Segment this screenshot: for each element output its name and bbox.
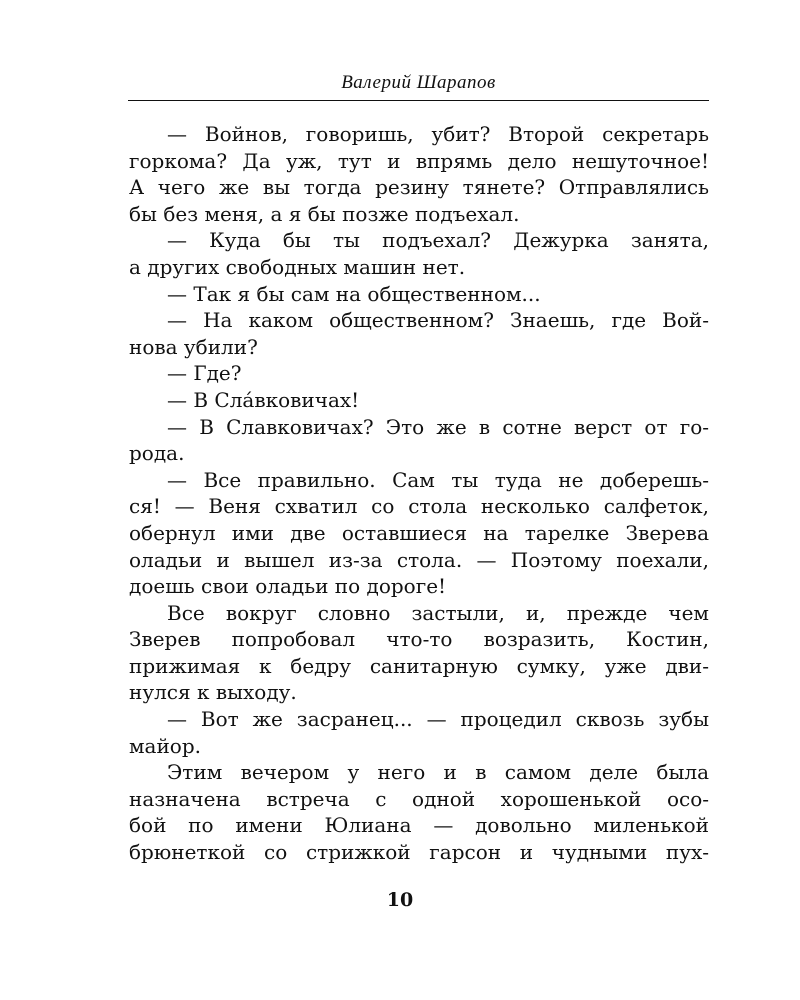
text-line: — Все правильно. Сам ты туда не доберешь- xyxy=(167,467,709,492)
text-line: назначена встреча с одной хорошенькой осо- xyxy=(129,786,709,811)
text-line: доешь свои оладьи по дороге! xyxy=(129,574,447,599)
text-line: — Вот же засранец... — процедил сквозь зубы xyxy=(167,707,709,732)
text-line: майор. xyxy=(129,733,202,758)
text-line: бой по имени Юлиана — довольно миленькой xyxy=(129,813,709,838)
text-line: Этим вечером у него и в самом деле была xyxy=(167,760,709,785)
text-line: а других свободных машин нет. xyxy=(129,254,466,279)
text-line: — Так я бы сам на общественном... xyxy=(167,281,541,306)
text-line: — В Сла́вковичах! xyxy=(167,387,360,412)
text-line: — В Славковичах? Это же в сотне верст от го- xyxy=(167,414,709,439)
running-title: Валерий Шарапов xyxy=(341,72,496,93)
text-line: ся! — Веня схватил со стола несколько салфеток, xyxy=(129,494,709,519)
text-line: прижимая к бедру санитарную сумку, уже дви- xyxy=(129,653,709,678)
text-line: горкома? Да уж, тут и впрямь дело нешуточное! xyxy=(129,148,709,173)
text-line: рода. xyxy=(129,441,185,466)
text-line: обернул ими две оставшиеся на тарелке Зверева xyxy=(129,520,709,545)
text-line: оладьи и вышел из-за стола. — Поэтому поехали, xyxy=(129,547,709,572)
text-line: нова убили? xyxy=(129,334,258,359)
text-line: нулся к выходу. xyxy=(129,680,297,705)
text-line: А чего же вы тогда резину тянете? Отправлялись xyxy=(129,175,709,200)
text-line: — На каком общественном? Знаешь, где Вой- xyxy=(167,308,709,333)
text-line: бы без меня, а я бы позже подъехал. xyxy=(129,201,520,226)
header-rule xyxy=(128,100,709,101)
text-line: — Куда бы ты подъехал? Дежурка занята, xyxy=(167,228,709,253)
body-text xyxy=(129,121,709,866)
text-line: брюнеткой со стрижкой гарсон и чудными пух- xyxy=(129,840,709,865)
text-line: Зверев попробовал что-то возразить, Костин, xyxy=(129,627,709,652)
text-line: — Где? xyxy=(167,361,242,386)
text-line: — Войнов, говоришь, убит? Второй секретарь xyxy=(167,122,709,146)
page-number: 10 xyxy=(386,889,414,911)
text-line: Все вокруг словно застыли, и, прежде чем xyxy=(167,600,709,625)
